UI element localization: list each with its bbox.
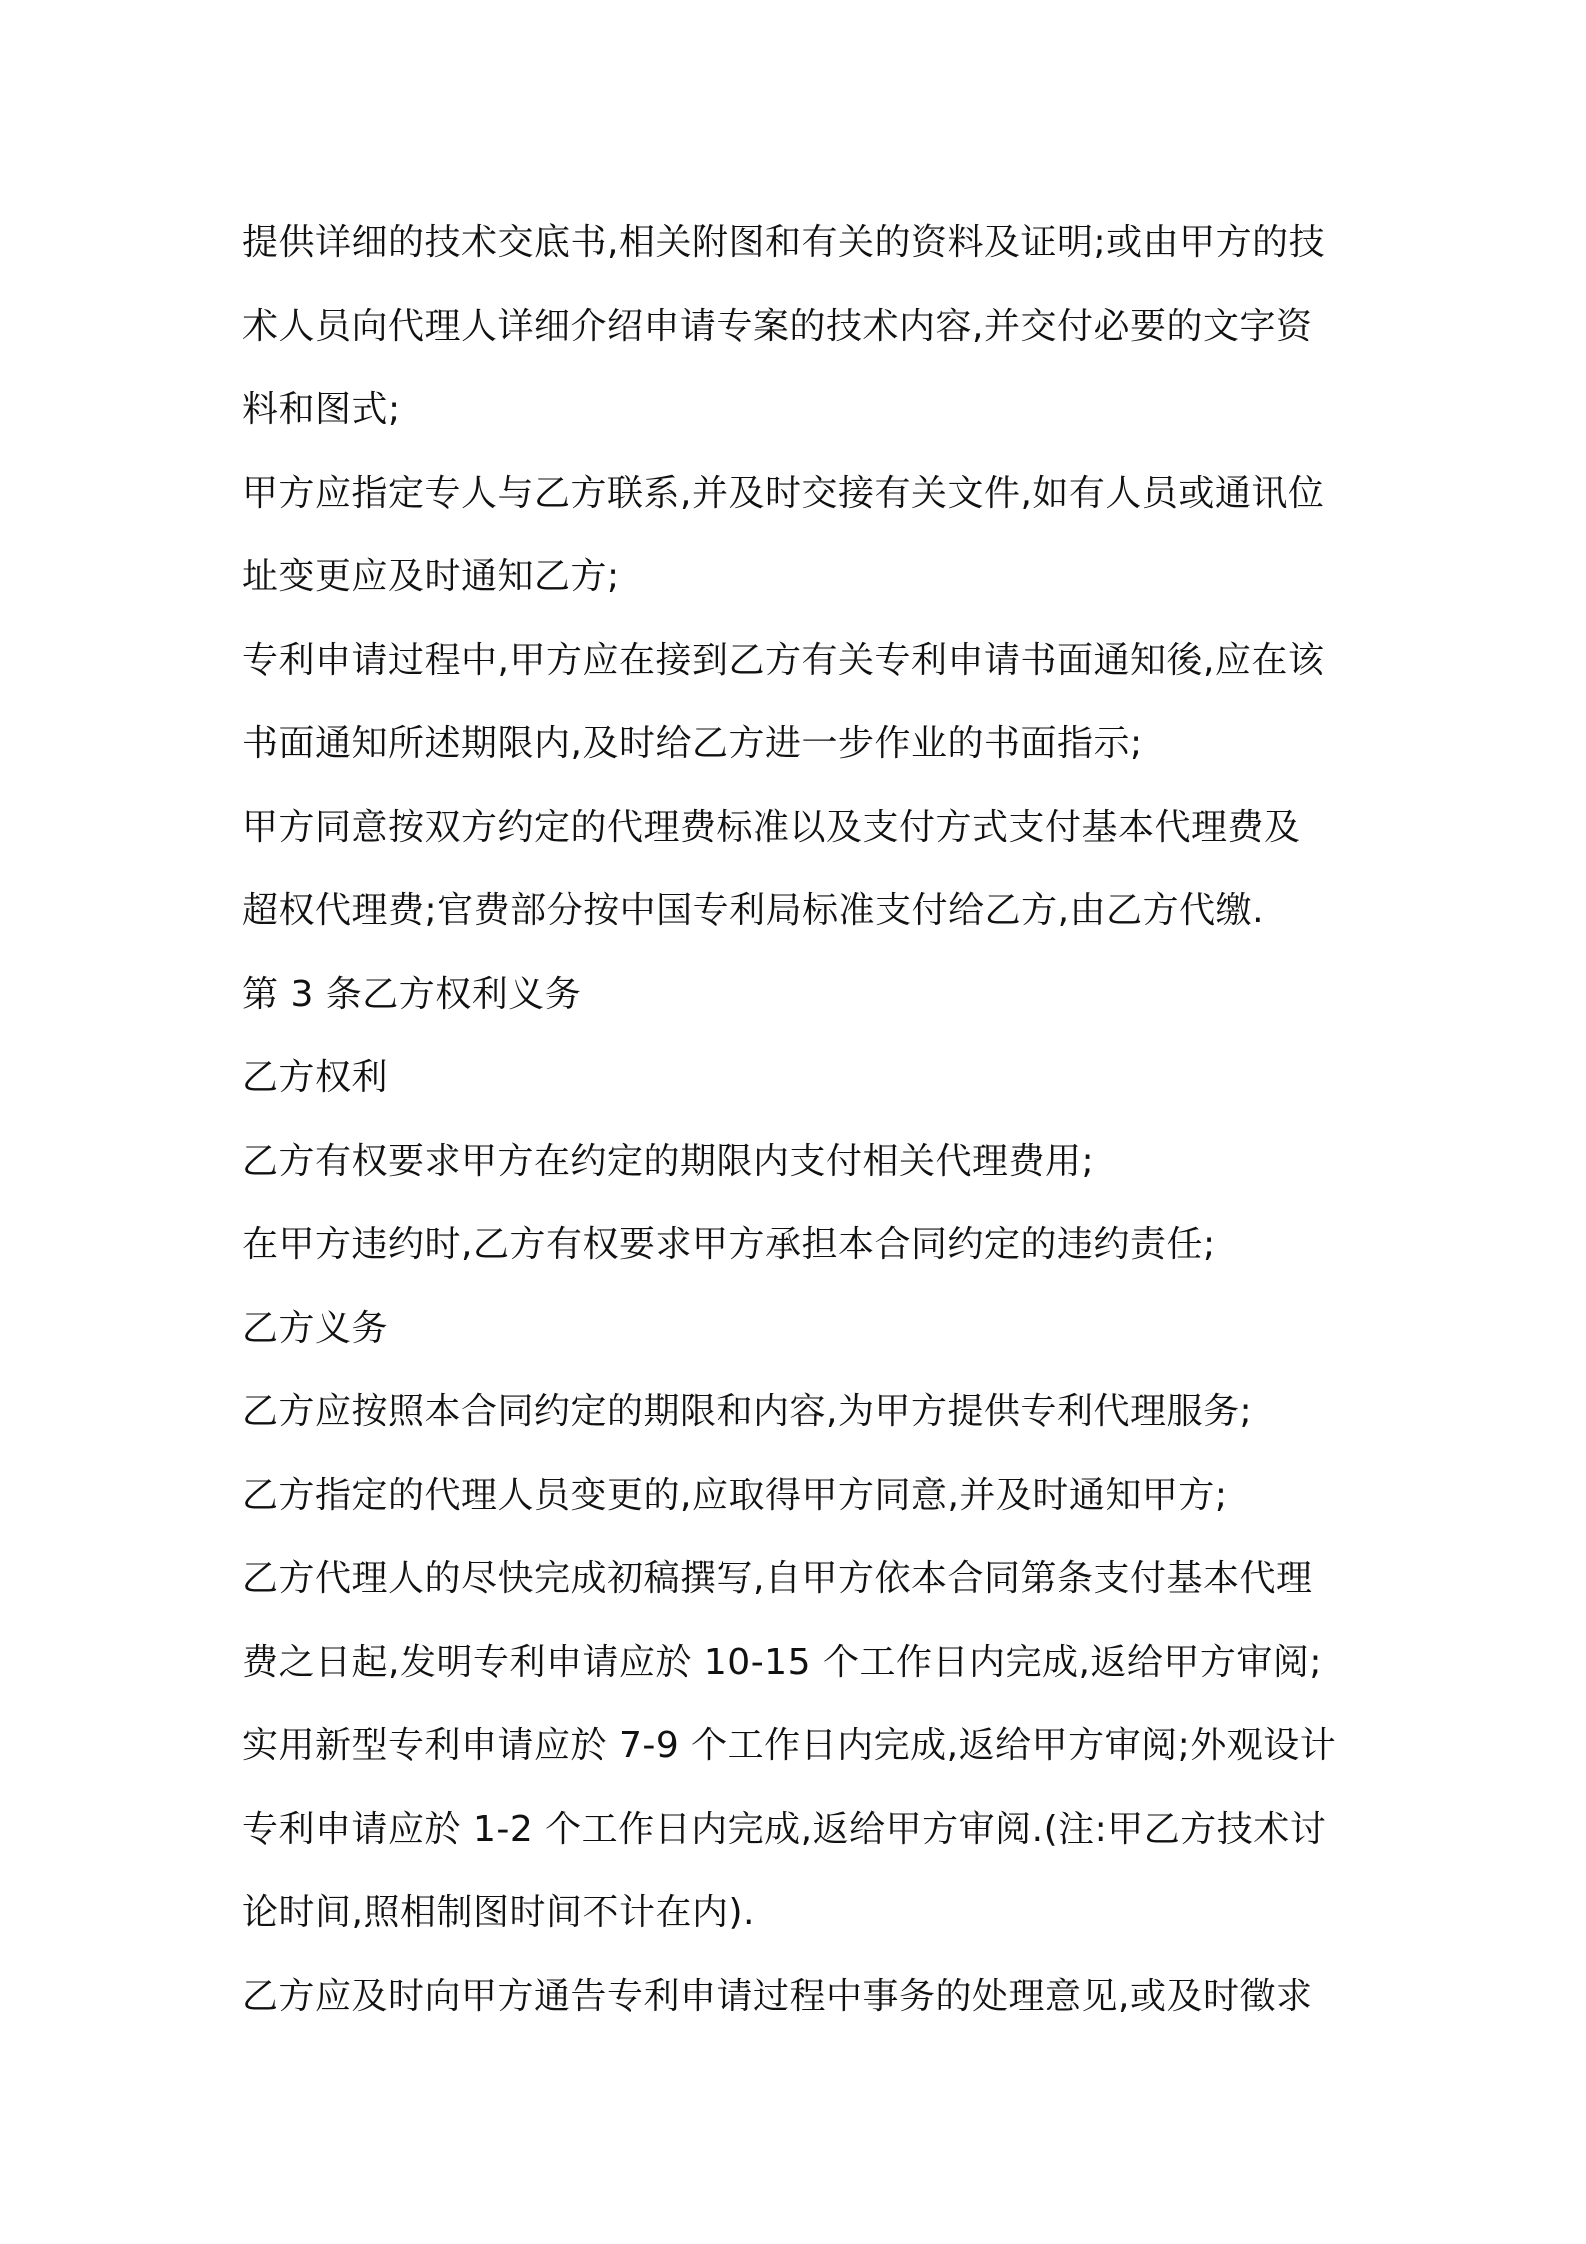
text-line: 论时间,照相制图时间不计在内).: [242, 1892, 755, 1933]
text-line: 在甲方违约时,乙方有权要求甲方承担本合同约定的违约责任;: [242, 1224, 1216, 1265]
text-line: 专利申请应於 1-2 个工作日内完成,返给甲方审阅.(注:甲乙方技术讨: [242, 1808, 1327, 1850]
text-line: 费之日起,发明专利申请应於 10-15 个工作日内完成,返给甲方审阅;: [242, 1641, 1323, 1683]
text-line: 超权代理费;官费部分按中国专利局标准支付给乙方,由乙方代缴.: [242, 890, 1265, 931]
text-line: 乙方有权要求甲方在约定的期限内支付相关代理费用;: [242, 1140, 1095, 1182]
subsection-heading: 乙方权利: [242, 1057, 389, 1098]
text-line: 甲方应指定专人与乙方联系,并及时交接有关文件,如有人员或通讯位: [242, 472, 1325, 514]
text-line: 甲方同意按双方约定的代理费标准以及支付方式支付基本代理费及: [242, 806, 1301, 848]
text-line: 专利申请过程中,甲方应在接到乙方有关专利申请书面通知後,应在该: [242, 639, 1325, 681]
document-page: [242, 201, 1352, 2038]
text-line: 书面通知所述期限内,及时给乙方进一步作业的书面指示;: [242, 723, 1143, 764]
text-line: 料和图式;: [242, 389, 401, 430]
text-line: 乙方应按照本合同约定的期限和内容,为甲方提供专利代理服务;: [242, 1391, 1253, 1432]
section-heading: 第 3 条乙方权利义务: [242, 973, 582, 1015]
text-line: 术人员向代理人详细介绍申请专案的技术内容,并交付必要的文字资: [242, 305, 1313, 347]
text-line: 址变更应及时通知乙方;: [242, 556, 620, 597]
text-line: 提供详细的技术交底书,相关附图和有关的资料及证明;或由甲方的技: [242, 222, 1326, 263]
text-line: 乙方指定的代理人员变更的,应取得甲方同意,并及时通知甲方;: [242, 1474, 1228, 1516]
text-line: 乙方代理人的尽快完成初稿撰写,自甲方依本合同第条支付基本代理: [242, 1558, 1313, 1599]
text-line: 乙方应及时向甲方通告专利申请过程中事务的处理意见,或及时徵求: [242, 1975, 1313, 2017]
text-line: 实用新型专利申请应於 7-9 个工作日内完成,返给甲方审阅;外观设计: [242, 1725, 1337, 1766]
subsection-heading: 乙方义务: [242, 1307, 389, 1349]
